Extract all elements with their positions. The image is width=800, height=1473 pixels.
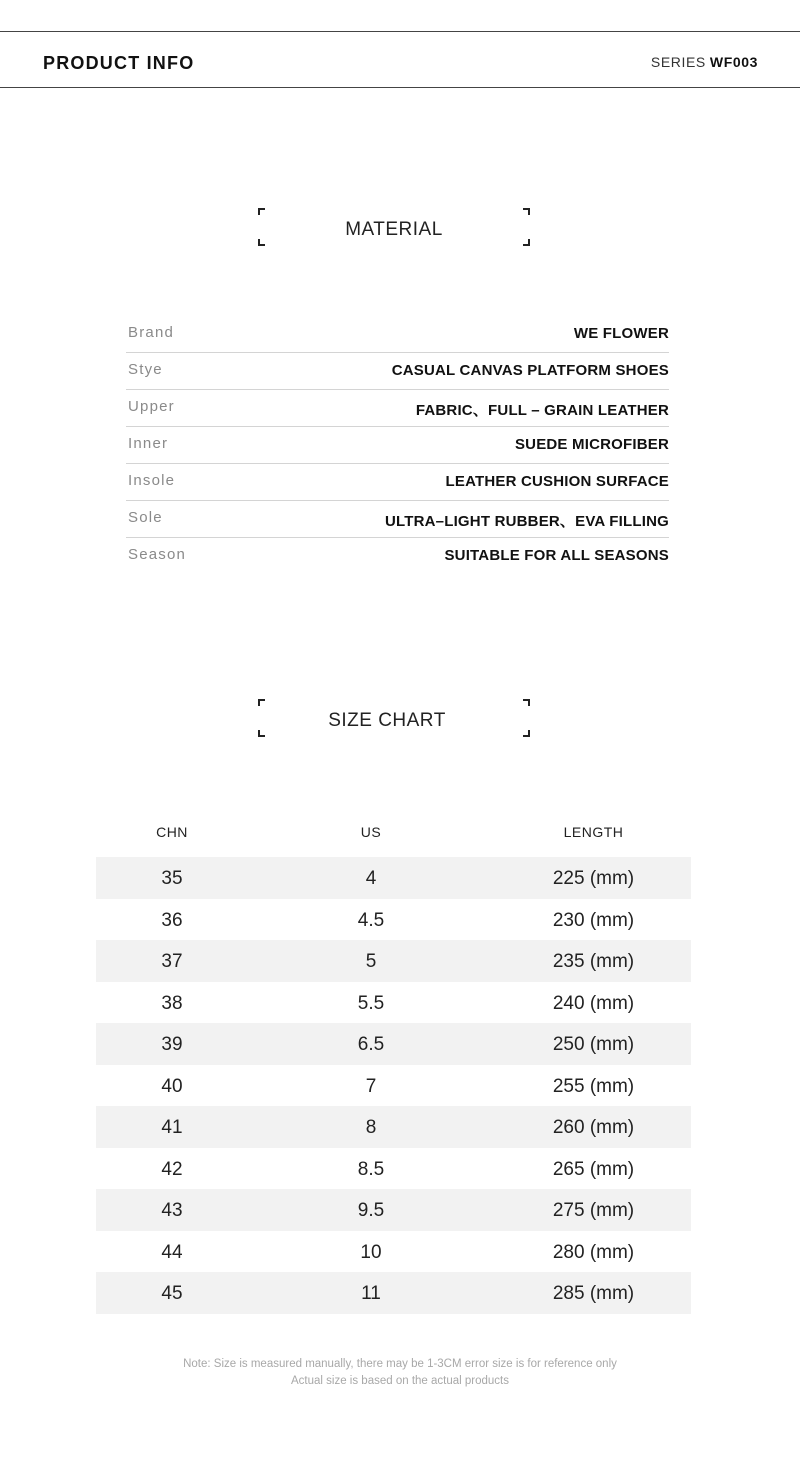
cell-chn: 45 (161, 1283, 183, 1304)
cell-us: 9.5 (357, 1200, 385, 1221)
material-value: SUITABLE FOR ALL SEASONS (444, 547, 669, 564)
cell-chn: 41 (161, 1117, 183, 1138)
cell-chn: 43 (161, 1200, 183, 1221)
series-label (651, 54, 758, 70)
cell-us: 8.5 (357, 1158, 385, 1180)
material-key: Insole (128, 472, 176, 489)
size-table-body (96, 857, 691, 1314)
material-key: Stye (128, 361, 163, 378)
cell-us: 5.5 (357, 992, 385, 1014)
cell-length: 260 (mm) (552, 1117, 635, 1138)
cell-length: 235 (mm) (552, 951, 635, 972)
material-row-insole (126, 464, 669, 501)
cell-us: 10 (360, 1241, 382, 1263)
cell-length: 255 (mm) (552, 1075, 635, 1097)
table-row (96, 899, 691, 941)
table-row (96, 1148, 691, 1190)
cell-us: 5 (365, 951, 377, 972)
material-value: FABRIC、FULL – GRAIN LEATHER (415, 402, 669, 419)
bracket-corner-icon (523, 699, 530, 706)
cell-us: 8 (365, 1117, 377, 1138)
cell-length: 285 (mm) (552, 1283, 635, 1304)
cell-length: 280 (mm) (552, 1241, 635, 1263)
cell-chn: 36 (161, 909, 183, 931)
table-row (96, 1023, 691, 1065)
material-row-inner (126, 427, 669, 464)
column-header-chn: CHN (156, 824, 188, 840)
material-value: SUEDE MICROFIBER (514, 436, 669, 453)
size-chart-heading: SIZE CHART (328, 710, 446, 731)
cell-length: 275 (mm) (552, 1200, 635, 1221)
page-title: PRODUCT INFO (43, 53, 195, 73)
cell-length: 225 (mm) (552, 868, 635, 889)
cell-length: 265 (mm) (552, 1158, 635, 1180)
size-table-header (96, 816, 691, 857)
product-info-header (0, 31, 800, 88)
series-prefix: SERIES (650, 54, 706, 70)
material-list (126, 316, 669, 575)
material-row-season (126, 538, 669, 575)
column-header-length: LENGTH (563, 824, 624, 840)
table-row (96, 1231, 691, 1273)
note-line-2: Actual size is based on the actual products (291, 1375, 509, 1387)
table-row (96, 1065, 691, 1107)
material-value: WE FLOWER (573, 325, 669, 342)
size-chart-table (96, 816, 691, 1314)
material-key: Sole (128, 509, 163, 526)
table-row (96, 1106, 691, 1148)
material-section-title (258, 208, 530, 246)
material-row-upper (126, 390, 669, 427)
size-chart-section-title (258, 699, 530, 737)
bracket-corner-icon (258, 208, 265, 215)
cell-us: 7 (365, 1075, 377, 1097)
material-row-brand (126, 316, 669, 353)
material-value: ULTRA–LIGHT RUBBER、EVA FILLING (384, 513, 669, 530)
cell-length: 240 (mm) (552, 992, 635, 1014)
cell-us: 6.5 (357, 1034, 385, 1055)
material-key: Upper (128, 398, 175, 415)
series-code: WF003 (709, 54, 758, 70)
cell-chn: 37 (161, 951, 183, 972)
cell-us: 11 (361, 1283, 381, 1304)
bracket-corner-icon (523, 208, 530, 215)
cell-chn: 42 (161, 1158, 183, 1180)
table-row (96, 982, 691, 1024)
cell-length: 230 (mm) (552, 909, 635, 931)
cell-chn: 38 (161, 992, 183, 1014)
material-key: Brand (128, 324, 175, 341)
note-line-1: Note: Size is measured manually, there may be 1-3CM error size is for reference only (183, 1358, 617, 1370)
cell-chn: 44 (161, 1241, 183, 1263)
table-row (96, 1189, 691, 1231)
table-row (96, 857, 691, 899)
cell-us: 4.5 (357, 909, 385, 931)
material-row-style (126, 353, 669, 390)
material-key: Inner (128, 435, 169, 452)
material-value: LEATHER CUSHION SURFACE (445, 473, 669, 490)
cell-chn: 35 (161, 868, 183, 889)
table-row (96, 1272, 691, 1314)
material-key: Season (128, 546, 187, 563)
table-row (96, 940, 691, 982)
material-row-sole (126, 501, 669, 538)
cell-chn: 39 (161, 1034, 183, 1055)
cell-us: 4 (365, 868, 377, 889)
material-heading: MATERIAL (345, 219, 443, 240)
column-header-us: US (360, 824, 382, 840)
bracket-corner-icon (258, 699, 265, 706)
cell-length: 250 (mm) (552, 1034, 635, 1055)
cell-chn: 40 (161, 1075, 183, 1097)
material-value: CASUAL CANVAS PLATFORM SHOES (391, 362, 669, 379)
